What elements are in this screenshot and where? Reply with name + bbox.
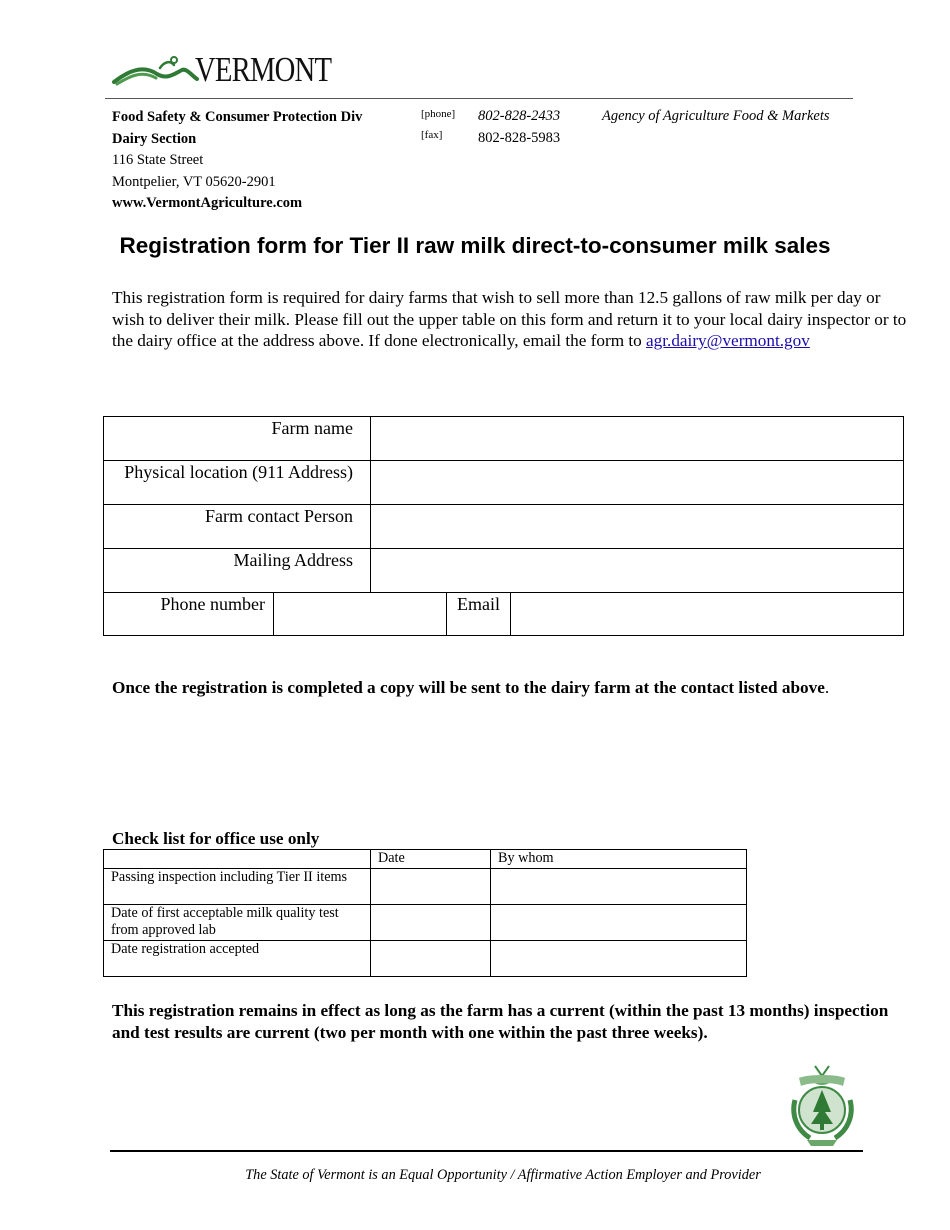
completion-notice-text: Once the registration is completed a copy will be sent to the dairy farm at the contact listed above <box>112 678 825 697</box>
checklist-table <box>103 849 747 977</box>
phone-tag: [phone] <box>421 108 456 120</box>
registration-form <box>103 416 904 636</box>
section-name: Dairy Section <box>112 130 197 147</box>
agency-name: Agency of Agriculture Food & Markets <box>602 108 830 124</box>
city-address: Montpelier, VT 05620-2901 <box>112 173 276 190</box>
fax-tag: [fax] <box>421 129 443 141</box>
contact-label: Farm contact Person <box>205 506 353 526</box>
checklist-item: Date of first acceptable milk quality test from approved lab <box>104 904 371 940</box>
location-field[interactable] <box>371 461 903 504</box>
footer-divider <box>110 1150 863 1152</box>
checklist-by-whom-cell[interactable] <box>491 940 747 976</box>
form-row-phone-email <box>104 592 903 636</box>
checklist-item: Date registration accepted <box>104 940 371 976</box>
form-row-contact <box>104 504 903 548</box>
checklist-date-cell[interactable] <box>371 868 491 904</box>
form-row-mailing <box>104 548 903 592</box>
intro-text: This registration form is required for dairy farms that wish to sell more than 12.5 gallons of raw milk per day or wish to deliver their milk. Please fill out the upper table on this form and return it to your local dairy inspector or to the dairy office at the address above. If done electronically, email the form to <box>112 288 907 350</box>
table-row <box>104 868 747 904</box>
completion-notice-period: . <box>824 678 830 697</box>
checklist-date-cell[interactable] <box>371 940 491 976</box>
header-divider <box>105 98 853 99</box>
checklist-title: Check list for office use only <box>112 829 320 848</box>
phone-field[interactable] <box>274 593 446 636</box>
email-link[interactable]: agr.dairy@vermont.gov <box>646 331 810 350</box>
fax-number: 802-828-5983 <box>478 130 561 146</box>
checklist-by-whom-cell[interactable] <box>491 868 747 904</box>
intro-paragraph <box>112 287 912 352</box>
table-row <box>104 940 747 976</box>
checklist-item: Passing inspection including Tier II items <box>104 868 371 904</box>
website-link[interactable]: www.VermontAgriculture.com <box>112 195 303 211</box>
logo-wordmark: VERMONT <box>195 50 332 89</box>
phone-label: Phone number <box>160 594 265 614</box>
checklist-header-item <box>104 850 371 869</box>
mailing-label: Mailing Address <box>233 550 353 570</box>
checklist-header-row <box>104 850 747 869</box>
farm-name-field[interactable] <box>371 417 903 460</box>
checklist-by-whom-cell[interactable] <box>491 904 747 940</box>
farm-name-label: Farm name <box>271 418 353 438</box>
completion-notice <box>112 678 829 698</box>
checklist-date-cell[interactable] <box>371 904 491 940</box>
validity-notice: This registration remains in effect as long as the farm has a current (within the past 13 months) inspection and test results are current (two per month with one within the past three weeks). <box>112 1001 889 1042</box>
email-label: Email <box>457 594 500 614</box>
checklist-header-date: Date <box>371 850 491 869</box>
email-field[interactable] <box>511 593 903 636</box>
footer-statement: The State of Vermont is an Equal Opportunity / Affirmative Action Employer and Provider <box>245 1167 761 1183</box>
mailing-field[interactable] <box>371 549 903 592</box>
form-row-farm-name <box>104 417 903 460</box>
phone-number: 802-828-2433 <box>478 108 561 124</box>
form-row-location <box>104 460 903 504</box>
division-name: Food Safety & Consumer Protection Div <box>112 109 363 125</box>
page-title: Registration form for Tier II raw milk direct-to-consumer milk sales <box>119 233 831 258</box>
contact-field[interactable] <box>371 505 903 548</box>
header-address-block <box>112 107 362 215</box>
table-row <box>104 904 747 940</box>
street-address: 116 State Street <box>112 152 204 168</box>
location-label: Physical location (911 Address) <box>124 462 353 482</box>
vermont-seal-icon <box>785 1060 860 1146</box>
checklist-header-by-whom: By whom <box>491 850 747 869</box>
